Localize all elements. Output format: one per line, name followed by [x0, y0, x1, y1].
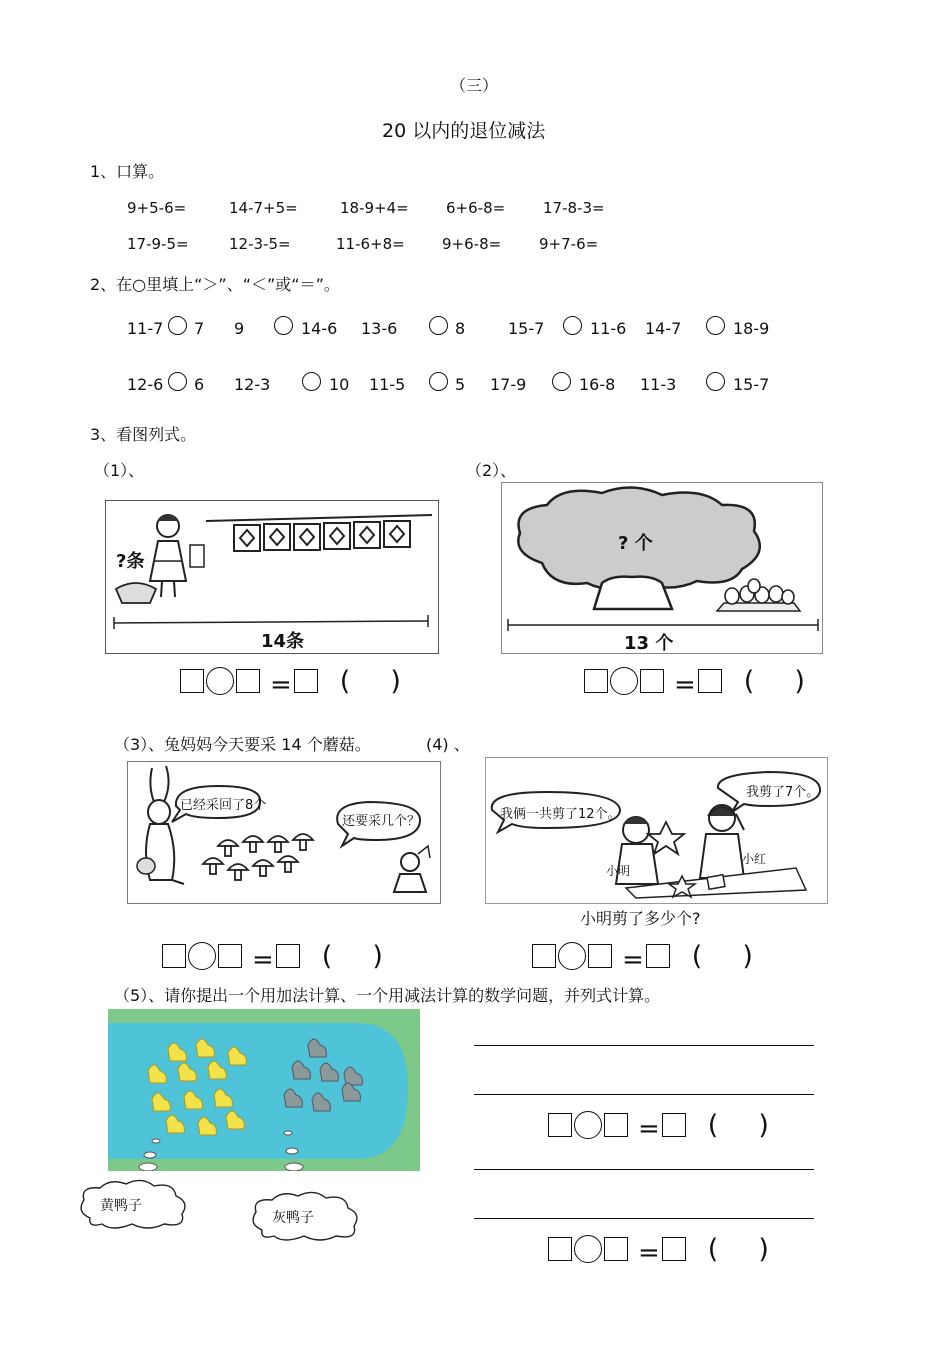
q2-heading: 2、在○里填上“＞”、“＜”或“＝”。	[90, 275, 340, 294]
girl-name: 小红	[742, 852, 767, 866]
operator-circle[interactable]	[610, 667, 638, 695]
answer-box[interactable]	[646, 944, 670, 968]
answer-box[interactable]	[662, 1113, 686, 1137]
compare-circle[interactable]	[706, 316, 725, 335]
equation-3	[162, 941, 423, 975]
problem-4-label: (4) 、	[426, 735, 470, 754]
answer-box[interactable]	[218, 944, 242, 968]
page-title: 20 以内的退位减法	[382, 120, 546, 142]
picture-ducks-pond	[108, 1009, 420, 1171]
compare-right: 14-6	[301, 319, 338, 338]
equation-4	[532, 941, 793, 975]
equation-2	[584, 666, 845, 700]
operator-circle[interactable]	[574, 1235, 602, 1263]
picture-girl-towels	[105, 500, 439, 654]
answer-box[interactable]	[698, 669, 722, 693]
answer-box[interactable]	[276, 944, 300, 968]
q1-problem: 18-9+4=	[340, 199, 409, 217]
equals-sign: =	[674, 670, 696, 700]
picture-2-question: ? 个	[618, 533, 653, 554]
compare-circle[interactable]	[274, 316, 293, 335]
operator-circle[interactable]	[206, 667, 234, 695]
answer-box[interactable]	[588, 944, 612, 968]
q1-problem: 9+5-6=	[127, 199, 187, 217]
answer-box[interactable]	[604, 1113, 628, 1137]
q1-problem: 11-6+8=	[336, 235, 405, 253]
q3-heading: 3、看图列式。	[90, 425, 197, 444]
equation-5a	[548, 1110, 809, 1144]
q1-problem: 17-8-3=	[543, 199, 605, 217]
answer-box[interactable]	[548, 1113, 572, 1137]
boy-bubble: 我俩一共剪了12个。	[500, 807, 621, 822]
problem-4-question: 小明剪了多少个?	[580, 909, 701, 928]
compare-circle[interactable]	[168, 316, 187, 335]
picture-1-total: 14条	[261, 631, 305, 652]
compare-right: 5	[455, 375, 466, 394]
compare-right: 8	[455, 319, 466, 338]
compare-right: 16-8	[579, 375, 616, 394]
equation-5b	[548, 1234, 809, 1268]
compare-circle[interactable]	[563, 316, 582, 335]
q1-problem: 14-7+5=	[229, 199, 298, 217]
picture-2-total: 13 个	[624, 633, 674, 654]
unit-parentheses[interactable]: ()	[707, 1234, 809, 1265]
compare-right: 7	[194, 319, 205, 338]
answer-box[interactable]	[180, 669, 204, 693]
equals-sign: =	[638, 1238, 660, 1268]
unit-parentheses[interactable]: ()	[339, 666, 441, 697]
equals-sign: =	[638, 1114, 660, 1144]
answer-line[interactable]	[474, 1045, 814, 1046]
compare-circle[interactable]	[552, 372, 571, 391]
unit-parentheses[interactable]: ()	[743, 666, 845, 697]
compare-right: 6	[194, 375, 205, 394]
problem-5-label: （5）、请你提出一个用加法计算、一个用减法计算的数学问题，并列式计算。	[114, 986, 661, 1005]
answer-box[interactable]	[162, 944, 186, 968]
picture-tree-pears	[501, 482, 823, 654]
compare-left: 11-5	[369, 375, 406, 394]
picture-1-question: ?条	[116, 551, 145, 572]
compare-left: 9	[234, 319, 245, 338]
child-bubble: 还要采几个？	[342, 814, 421, 829]
answer-line[interactable]	[474, 1169, 814, 1170]
compare-right: 15-7	[733, 375, 770, 394]
compare-left: 15-7	[508, 319, 545, 338]
equals-sign: =	[270, 670, 292, 700]
compare-left: 12-3	[234, 375, 271, 394]
compare-right: 10	[329, 375, 350, 394]
q1-problem: 9+6-8=	[442, 235, 502, 253]
cloud-label: 黄鸭子	[100, 1198, 142, 1214]
picture-children-cutting	[485, 757, 828, 904]
answer-box[interactable]	[548, 1237, 572, 1261]
cloud-yellow-ducks	[76, 1178, 192, 1230]
girl-bubble: 我剪了7个。	[746, 785, 820, 800]
compare-left: 11-3	[640, 375, 677, 394]
boy-name: 小明	[606, 864, 631, 878]
operator-circle[interactable]	[574, 1111, 602, 1139]
compare-right: 18-9	[733, 319, 770, 338]
problem-1-label: （1）、	[94, 461, 145, 480]
problem-3-label: （3）、兔妈妈今天要采 14 个蘑菇。	[114, 735, 371, 754]
answer-box[interactable]	[604, 1237, 628, 1261]
problem-2-label: （2）、	[466, 461, 517, 480]
compare-circle[interactable]	[302, 372, 321, 391]
q1-heading: 1、口算。	[90, 162, 165, 181]
q1-problem: 9+7-6=	[539, 235, 599, 253]
q1-problem: 12-3-5=	[229, 235, 291, 253]
picture-rabbit-mushrooms	[127, 761, 441, 904]
cloud-gray-ducks	[248, 1190, 364, 1242]
unit-parentheses[interactable]: ()	[691, 941, 793, 972]
equals-sign: =	[252, 945, 274, 975]
answer-line[interactable]	[474, 1094, 814, 1095]
q1-problem: 17-9-5=	[127, 235, 189, 253]
equals-sign: =	[622, 945, 644, 975]
q1-problem: 6+6-8=	[446, 199, 506, 217]
unit-parentheses[interactable]: ()	[707, 1110, 809, 1141]
compare-left: 17-9	[490, 375, 527, 394]
compare-left: 11-7	[127, 319, 164, 338]
answer-box[interactable]	[662, 1237, 686, 1261]
unit-parentheses[interactable]: ()	[321, 941, 423, 972]
cloud-label: 灰鸭子	[272, 1210, 314, 1226]
answer-box[interactable]	[532, 944, 556, 968]
rabbit-bubble: 已经采回了8个	[180, 798, 267, 813]
compare-circle[interactable]	[706, 372, 725, 391]
answer-box[interactable]	[236, 669, 260, 693]
section-number: （三）	[450, 76, 499, 95]
compare-left: 13-6	[361, 319, 398, 338]
compare-left: 14-7	[645, 319, 682, 338]
operator-circle[interactable]	[188, 942, 216, 970]
compare-circle[interactable]	[429, 372, 448, 391]
answer-box[interactable]	[294, 669, 318, 693]
answer-line[interactable]	[474, 1218, 814, 1219]
compare-left: 12-6	[127, 375, 164, 394]
compare-right: 11-6	[590, 319, 627, 338]
operator-circle[interactable]	[558, 942, 586, 970]
compare-circle[interactable]	[168, 372, 187, 391]
compare-circle[interactable]	[429, 316, 448, 335]
equation-1	[180, 666, 441, 700]
answer-box[interactable]	[584, 669, 608, 693]
answer-box[interactable]	[640, 669, 664, 693]
